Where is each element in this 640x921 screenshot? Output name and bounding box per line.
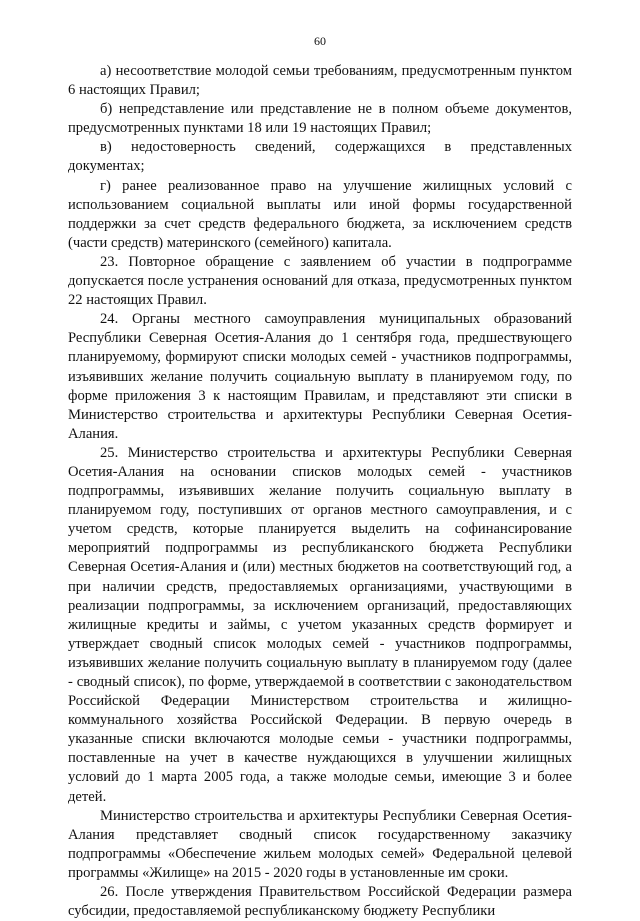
paragraph-23: 23. Повторное обращение с заявлением об участии в подпрограмме допускается после устранения оснований для отказа, предусмотренных пунктом 22 настоящих Правил. [68,253,572,309]
paragraph-26: 26. После утверждения Правительством Российской Федерации размера субсидии, предоставляемой республиканскому бюджету Республики [68,884,572,920]
paragraph-item-a: а) несоответствие молодой семьи требованиям, предусмотренным пунктом 6 настоящих Правил; [68,63,572,99]
page-number: 60 [314,34,326,48]
paragraph-item-b: б) непредставление или представление не в полном объеме документов, предусмотренных пунктами 18 или 19 настоящих Правил; [68,101,572,137]
paragraph-item-v: в) недостоверность сведений, содержащихся в представленных документах; [68,139,572,175]
paragraph-25-continued: Министерство строительства и архитектуры Республики Северная Осетия-Алания представляет сводный список государственному заказчику подпрограммы «Обеспечение жильем молодых семей» Федеральной целевой программы «Жилище» на 2015 - 2020 годы в установленные им сроки. [68,807,572,881]
document-body [68,62,572,921]
paragraph-25: 25. Министерство строительства и архитектуры Республики Северная Осетия-Алания на основании списков молодых семей - участников подпрограммы, изъявивших желание получить социальную выплату в планируемом году, поступивших от органов местного самоуправления, и с учетом средств, которые планируется выделить на софинансирование мероприятий подпрограммы из республиканского бюджета Республики Северная Осетия-Алания и (или) местных бюджетов на соответствующий год, а при наличии средств, предоставляемых организациями, участвующими в реализации подпрограммы, за исключением организаций, предоставляющих жилищные кредиты и займы, с учетом указанных средств формирует и утверждает сводный список молодых семей - участников подпрограммы, изъявивших желание получить социальную выплату в планируемом году (далее - сводный список), по форме, утверждаемой в соответствии с законодательством Российской Федерации Министерством строительства и жилищно-коммунального хозяйства Российской Федерации. В первую очередь в указанные списки включаются молодые семьи - участники подпрограммы, поставленные на учет в качестве нуждающихся в улучшении жилищных условий до 1 марта 2005 года, а также молодые семьи, имеющие 3 и более детей. [68,444,572,805]
paragraph-item-g: г) ранее реализованное право на улучшение жилищных условий с использованием социальной выплаты или иной формы государственной поддержки за счет средств федерального бюджета, за исключением средств (части средств) материнского (семейного) капитала. [68,177,572,251]
paragraph-24: 24. Органы местного самоуправления муниципальных образований Республики Северная Осетия-Алания до 1 сентября года, предшествующего планируемому, формируют списки молодых семей - участников подпрограммы, изъявивших желание получить социальную выплату в планируемом году, по форме приложения 3 к настоящим Правилам, и представляют эти списки в Министерство строительства и архитектуры Республики Северная Осетия-Алания. [68,311,572,442]
